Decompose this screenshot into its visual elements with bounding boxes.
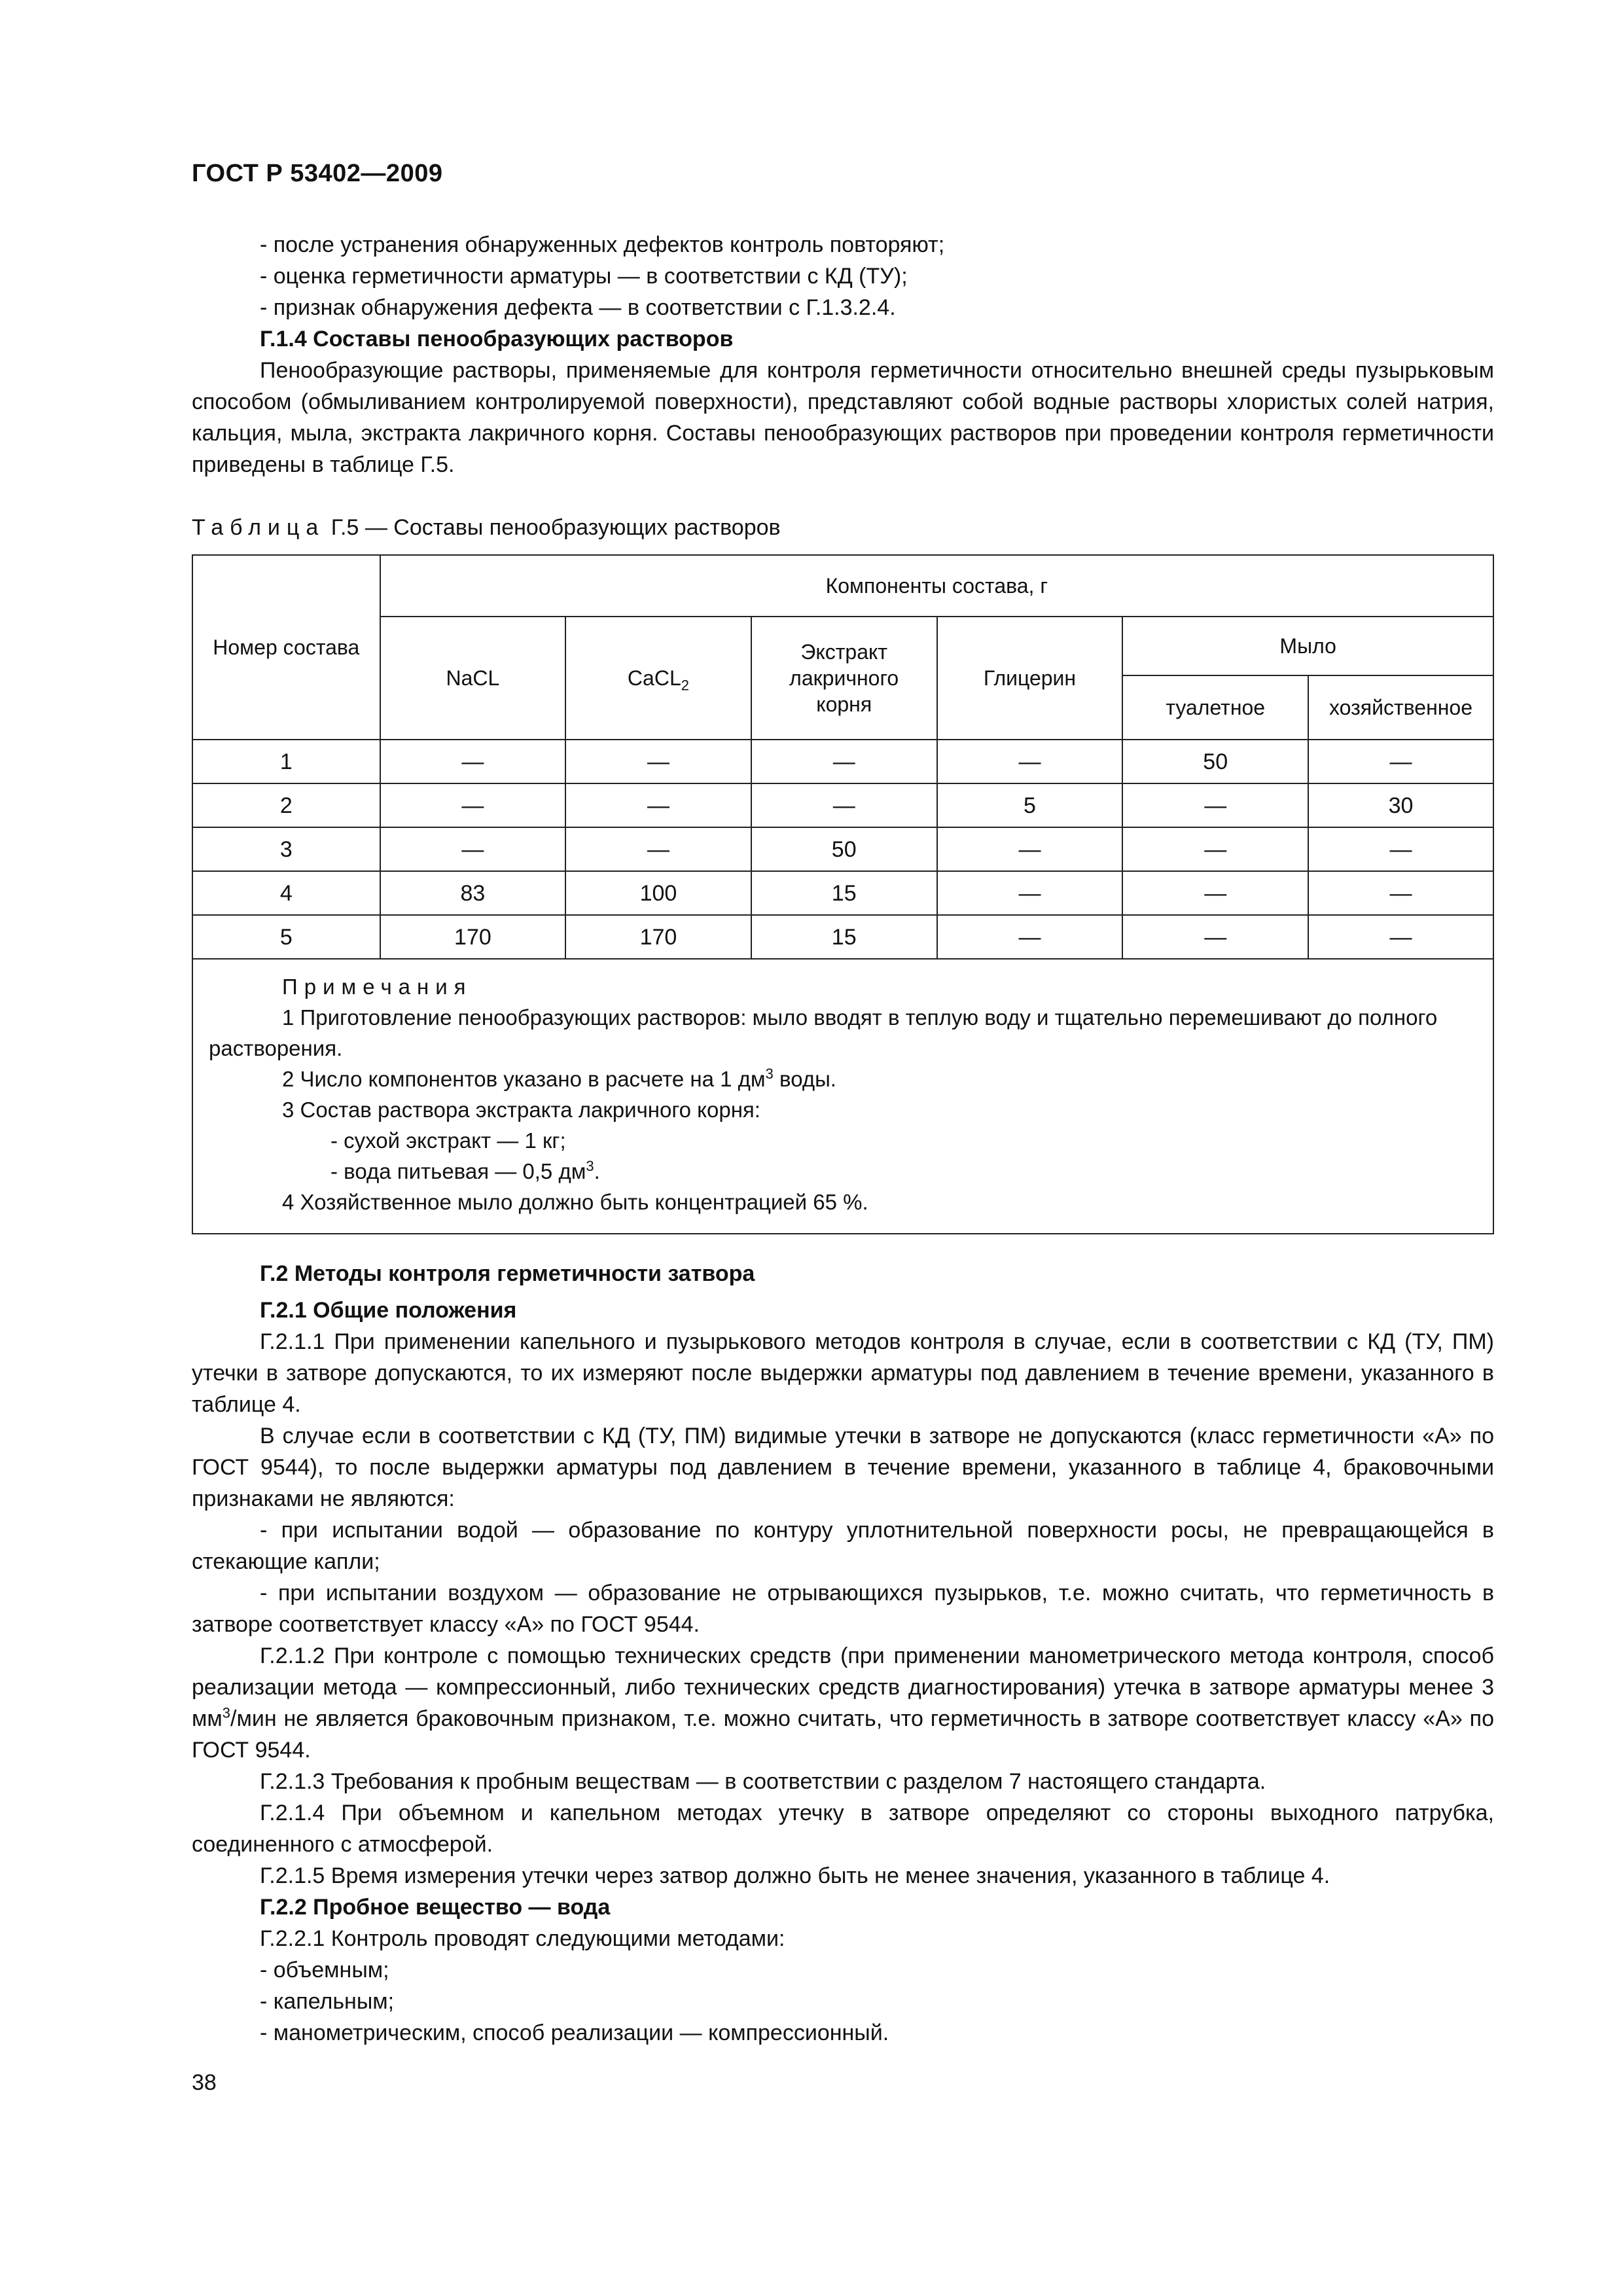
paragraph-g2-1-3: Г.2.1.3 Требования к пробным веществам — в соответствии с разделом 7 настоящего стандарта. <box>260 1769 1266 1794</box>
section-heading-g2: Г.2 Методы контроля герметичности затвора <box>260 1261 755 1286</box>
table-cell: 1 <box>192 740 380 783</box>
table-cell: 5 <box>192 915 380 959</box>
table-cell: — <box>1122 783 1308 827</box>
table-cell: — <box>565 827 751 871</box>
table-cell: — <box>565 740 751 783</box>
note-3-bullet-sup: 3 <box>586 1158 594 1174</box>
section-heading-g14: Г.1.4 Составы пенообразующих растворов <box>260 327 734 351</box>
table-caption <box>192 512 1494 543</box>
table-cell: — <box>1308 827 1493 871</box>
list-item: - при испытании водой — образование по контуру уплотнительной поверхности росы, не превращающейся в стекающие капли; <box>192 1518 1494 1574</box>
table-cell: 83 <box>380 871 566 915</box>
table-cell: 50 <box>751 827 937 871</box>
note-3-bullet <box>209 1156 1480 1187</box>
list-item: - после устранения обнаруженных дефектов контроль повторяют; <box>260 232 945 257</box>
header-number: Номер состава <box>192 555 380 740</box>
paragraph-g2-1-2-text: Г.2.1.2 При контроле с помощью технических средств (при применении манометрического метода контроля, способ реализации метода — компрессионный, либо технических средств диагностирования) утечка в затворе арматуры менее 3 мм <box>192 1643 1494 1731</box>
note-2 <box>209 1064 1480 1094</box>
paragraph-g2-1-2-sup: 3 <box>222 1704 230 1721</box>
note-2-end: воды. <box>773 1067 836 1091</box>
note-2-text: 2 Число компонентов указано в расчете на 1 дм <box>282 1067 766 1091</box>
table-cell: — <box>1122 871 1308 915</box>
header-cacl <box>565 617 751 740</box>
paragraph: Пенообразующие растворы, применяемые для контроля герметичности относительно внешней среды пузырьковым способом (обмыливанием контролируемой поверхности), представляют собой водные растворы хлористых солей натрия, кальция, мыла, экстракта лакричного корня. Составы пенообразующих растворов при проведении контроля герметичности приведены в таблице Г.5. <box>192 358 1494 477</box>
header-cacl-base: CaCL <box>627 666 681 690</box>
page-number: 38 <box>192 2070 217 2095</box>
paragraph-g2-2-1: Г.2.2.1 Контроль проводят следующими методами: <box>260 1926 785 1951</box>
paragraph-g2-1-1: Г.2.1.1 При применении капельного и пузырькового методов контроля в случае, если в соответствии с КД (ТУ, ПМ) утечки в затворе допускаются, то их измеряют после выдержки арматуры под давлением в течение времени, указанного в таблице 4. <box>192 1329 1494 1417</box>
notes-title: Примечания <box>282 975 473 999</box>
header-components: Компоненты состава, г <box>380 555 1493 617</box>
header-glycerin: Глицерин <box>937 617 1123 740</box>
header-soap-toilet: туалетное <box>1122 675 1308 740</box>
note-3-bullet-end: . <box>594 1159 600 1183</box>
table-row <box>192 871 1493 915</box>
table-cell: 5 <box>937 783 1123 827</box>
table-row <box>192 915 1493 959</box>
table-cell: — <box>380 740 566 783</box>
list-item: - объемным; <box>260 1958 389 1982</box>
table-cell: — <box>1122 915 1308 959</box>
table-cell: — <box>1308 740 1493 783</box>
section-heading-g21: Г.2.1 Общие положения <box>260 1298 517 1323</box>
table-cell: 2 <box>192 783 380 827</box>
header-extract: Экстракт лакричного корня <box>751 617 937 740</box>
intro-section <box>192 229 1494 480</box>
standard-designation: ГОСТ Р 53402—2009 <box>192 160 443 187</box>
list-item: - манометрическим, способ реализации — компрессионный. <box>260 2020 889 2045</box>
foam-solutions-table <box>192 554 1494 1234</box>
table-notes <box>192 959 1493 1234</box>
table-row <box>192 827 1493 871</box>
table-cell: — <box>751 740 937 783</box>
table-cell: 170 <box>380 915 566 959</box>
paragraph-g2-1-2-end: /мин не является браковочным признаком, т.е. можно считать, что герметичность в затворе соответствует классу «А» по ГОСТ 9544. <box>192 1706 1494 1763</box>
note-4: 4 Хозяйственное мыло должно быть концентрацией 65 %. <box>282 1190 868 1214</box>
note-3-bullet: - сухой экстракт — 1 кг; <box>330 1128 566 1153</box>
section-g2 <box>192 1258 1494 2049</box>
paragraph-visible-leaks: В случае если в соответствии с КД (ТУ, ПМ) видимые утечки в затворе не допускаются (класс герметичности «А» по ГОСТ 9544), то после выдержки арматуры под давлением в течение времени, указанного в таблице 4, браковочными признаками не являются: <box>192 1424 1494 1511</box>
table-caption-title: Г.5 — Составы пенообразующих растворов <box>330 515 781 540</box>
table-cell: — <box>751 783 937 827</box>
table-cell: — <box>565 783 751 827</box>
table-cell: 30 <box>1308 783 1493 827</box>
table-cell: 50 <box>1122 740 1308 783</box>
table-cell: — <box>1308 871 1493 915</box>
table-cell: — <box>937 915 1123 959</box>
table-cell: 4 <box>192 871 380 915</box>
table-cell: 3 <box>192 827 380 871</box>
table-cell: — <box>380 783 566 827</box>
list-item: - при испытании воздухом — образование не отрывающихся пузырьков, т.е. можно считать, что герметичность в затворе соответствует классу «А» по ГОСТ 9544. <box>192 1581 1494 1637</box>
table-cell: 100 <box>565 871 751 915</box>
table-cell: — <box>937 871 1123 915</box>
table-cell: 170 <box>565 915 751 959</box>
table-cell: 15 <box>751 871 937 915</box>
header-soap-household: хозяйственное <box>1308 675 1493 740</box>
header-soap: Мыло <box>1122 617 1493 675</box>
table-cell: — <box>380 827 566 871</box>
table-cell: — <box>1308 915 1493 959</box>
table-cell: — <box>937 827 1123 871</box>
list-item: - оценка герметичности арматуры — в соответствии с КД (ТУ); <box>260 264 908 289</box>
table-row <box>192 783 1493 827</box>
table-cell: 15 <box>751 915 937 959</box>
table-row <box>192 740 1493 783</box>
table-caption-word: Таблица <box>192 515 325 540</box>
section-heading-g22: Г.2.2 Пробное вещество — вода <box>260 1895 611 1920</box>
paragraph-g2-1-2 <box>192 1640 1494 1766</box>
header-nacl: NaCL <box>380 617 566 740</box>
header-cacl-sub: 2 <box>681 677 689 694</box>
paragraph-g2-1-5: Г.2.1.5 Время измерения утечки через затвор должно быть не менее значения, указанного в таблице 4. <box>260 1863 1330 1888</box>
list-item: - признак обнаружения дефекта — в соответствии с Г.1.3.2.4. <box>260 295 896 320</box>
note-2-sup: 3 <box>765 1066 774 1082</box>
paragraph-g2-1-4: Г.2.1.4 При объемном и капельном методах утечку в затворе определяют со стороны выходного патрубка, соединенного с атмосферой. <box>192 1801 1494 1857</box>
table-cell: — <box>937 740 1123 783</box>
note-3: 3 Состав раствора экстракта лакричного корня: <box>282 1098 760 1122</box>
table-cell: — <box>1122 827 1308 871</box>
note-1: 1 Приготовление пенообразующих растворов: мыло вводят в теплую воду и тщательно перемешивают до полного растворения. <box>209 1005 1438 1060</box>
list-item: - капельным; <box>260 1989 395 2014</box>
note-3-bullet-text: - вода питьевая — 0,5 дм <box>330 1159 586 1183</box>
